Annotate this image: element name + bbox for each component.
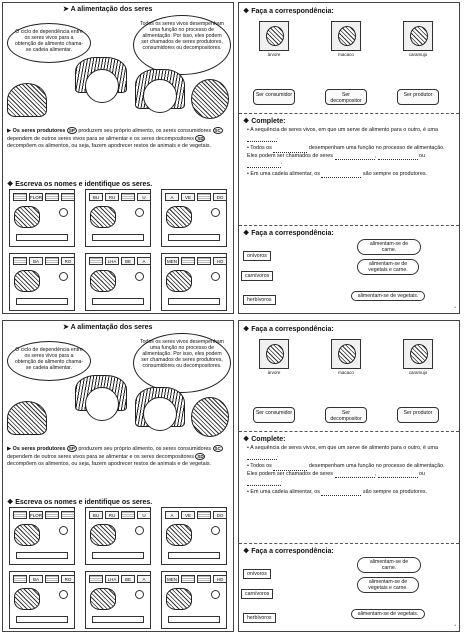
sp-badge: SP — [68, 446, 75, 451]
exercise-card — [85, 189, 151, 247]
exercise-card — [161, 571, 227, 629]
syllable-tile — [13, 511, 27, 519]
answer-box[interactable] — [168, 552, 220, 559]
icon-drawing — [266, 26, 284, 46]
syllable-tile: HO — [213, 257, 227, 265]
blank-1[interactable] — [247, 454, 277, 460]
syllable-tile: A — [137, 575, 151, 583]
syllable-tile — [13, 193, 27, 201]
divider-1 — [239, 431, 459, 432]
left-panel — [2, 2, 234, 314]
section-title-alimentacao: ➤ A alimentação dos seres — [63, 6, 153, 13]
complete-item-3: • Em uma cadeia alimentar, os são sempre os produtores. — [247, 488, 428, 495]
page-mark: ⁴ — [454, 623, 456, 628]
alimentacao-title-text: A alimentação dos seres — [70, 324, 153, 331]
classification-circle[interactable] — [59, 526, 68, 535]
bullet-arrow: ▶ — [7, 446, 13, 452]
syllable-tile — [89, 257, 103, 265]
exercise-card — [161, 189, 227, 247]
comic-illustration — [5, 13, 233, 121]
exercise-card — [85, 253, 151, 311]
classification-circle[interactable] — [59, 208, 68, 217]
correspondence-title-1: ❖ Faça a correspondência: — [243, 8, 334, 15]
blank-6[interactable] — [321, 172, 361, 178]
text-part-3: dependem de outros seres vivos para se alimentar e os seres decompositores — [7, 454, 194, 460]
syllable-tiles — [89, 257, 151, 265]
card-picture — [166, 588, 192, 610]
syllable-tiles — [89, 193, 151, 201]
right-panel — [238, 320, 460, 632]
answer-box[interactable] — [16, 234, 68, 241]
complete-3b-text: são sempre os produtores. — [362, 488, 428, 495]
card-picture — [90, 588, 116, 610]
syllable-tile — [197, 257, 211, 265]
syllable-tile — [197, 193, 211, 201]
exercise-card — [9, 571, 75, 629]
complete-2a-text: Todos os — [250, 145, 272, 151]
text-part-2: produzem seu próprio alimento, os seres consumidores — [78, 128, 212, 134]
classification-circle[interactable] — [211, 526, 220, 535]
complete-1-text: A sequência de seres vivos, em que um serve de alimento para o outro, é uma — [250, 127, 438, 133]
exercise-card — [9, 189, 75, 247]
complete-2c-text: ou — [419, 470, 425, 477]
text-part-3: dependem de outros seres vivos para se alimentar e os seres decompositores — [7, 136, 194, 142]
classification-circle[interactable] — [135, 590, 144, 599]
syllable-tile: FLOR — [30, 195, 43, 200]
correspondence-title-2-text: Faça a correspondência: — [251, 230, 334, 237]
syllable-tiles — [89, 511, 151, 519]
speech-bubble-left: O ciclo de dependência entre os seres vivos para a obtenção de alimento chama-se cadeia alimentar. — [7, 23, 91, 63]
speech-bubble-right: Todos os seres vivos desempenham uma função no processo de alimentação. Por isso, eles podem ser chamados de seres produtores, consumidores ou decompositores. — [133, 333, 231, 393]
icon-drawing — [338, 344, 356, 364]
exercise-title: ❖ Escreva os nomes e identifique os seres. — [7, 499, 153, 506]
answer-box[interactable] — [92, 552, 144, 559]
complete-exercise — [247, 127, 455, 181]
classification-circle[interactable] — [59, 590, 68, 599]
classification-circle[interactable] — [211, 208, 220, 217]
syllable-tile: U — [137, 511, 151, 519]
ser-option[interactable]: Ser consumidor — [253, 407, 295, 423]
diet-term[interactable]: onívoros — [243, 251, 271, 261]
text-part-4: decompõem os alimentos, ou seja, fazem apodrecer restos de animais e de vegetais. — [7, 143, 212, 149]
tree-drawing — [191, 397, 229, 437]
exercise-title-text: Escreva os nomes e identifique os seres. — [15, 181, 153, 188]
icon-drawing — [338, 26, 356, 46]
syllable-tiles — [13, 575, 75, 583]
frog-drawing — [7, 401, 47, 435]
complete-2a-text: Todos os — [250, 463, 272, 469]
diet-description[interactable]: alimentam-se de vegetais. — [351, 609, 425, 619]
diet-description[interactable]: alimentam-se de vegetais e carne. — [357, 577, 419, 593]
icon-drawing — [410, 26, 428, 46]
diet-term[interactable]: onívoros — [243, 569, 271, 579]
icon-drawing — [410, 344, 428, 364]
syllable-tile: BE — [121, 257, 135, 265]
monkey-icon — [331, 21, 361, 51]
answer-box[interactable] — [16, 298, 68, 305]
boy-face — [143, 79, 177, 113]
classification-circle[interactable] — [59, 272, 68, 281]
syllable-tile: BA — [29, 257, 43, 265]
syllable-tile — [181, 257, 195, 265]
correspondence-title-2: ❖ Faça a correspondência: — [243, 548, 334, 555]
diet-description[interactable]: alimentam-se de vegetais. — [351, 291, 425, 301]
answer-box[interactable] — [16, 616, 68, 623]
syllable-tile: BA — [29, 575, 43, 583]
complete-item-2: • Todos os desempenham uma função no processo de alimentação. Eles podem ser chamados de seres , ou . — [247, 463, 445, 484]
explanation-text — [7, 445, 231, 468]
correspondence-title-1: ❖ Faça a correspondência: — [243, 326, 334, 333]
worksheet-top — [0, 0, 465, 318]
complete-item-2: • Todos os desempenham uma função no processo de alimentação. Eles podem ser chamados de seres , ou . — [247, 145, 445, 166]
card-picture — [90, 270, 116, 292]
sp-badge: SP — [68, 128, 75, 133]
exercise-card — [85, 571, 151, 629]
classification-circle[interactable] — [211, 590, 220, 599]
syllable-tile: BU — [89, 511, 103, 519]
answer-box[interactable] — [168, 616, 220, 623]
exercise-grid — [9, 189, 229, 313]
exercise-card — [161, 507, 227, 565]
syllable-tiles — [89, 575, 151, 583]
complete-2c-text: ou — [419, 152, 425, 159]
text-part-4: decompõem os alimentos, ou seja, fazem apodrecer restos de animais e de vegetais. — [7, 461, 212, 467]
text-producers: Os seres produtores — [12, 128, 66, 134]
card-picture — [14, 206, 40, 228]
syllable-tile: A — [165, 511, 179, 519]
card-picture — [90, 206, 116, 228]
icon-label: caramujo — [408, 370, 428, 375]
syllable-tile: DO — [213, 511, 227, 519]
syllable-tile: BU — [89, 193, 103, 201]
complete-exercise — [247, 445, 455, 499]
blank-4[interactable] — [378, 472, 418, 478]
blank-5[interactable] — [247, 162, 281, 168]
ser-option[interactable]: Ser decompositor — [325, 407, 367, 423]
blank-3[interactable] — [335, 154, 375, 160]
girl-face — [85, 69, 119, 103]
syllable-tile — [89, 575, 103, 583]
exercise-card — [161, 253, 227, 311]
bullet-arrow: ▶ — [7, 128, 13, 134]
girl-face — [85, 387, 119, 421]
icon-label: macaco — [338, 52, 354, 57]
complete-item-1: • A sequência de seres vivos, em que um serve de alimento para o outro, é uma . — [247, 445, 438, 459]
answer-box[interactable] — [168, 234, 220, 241]
syllable-tile: MEN — [167, 259, 177, 264]
sd-badge: SD — [197, 454, 204, 459]
syllable-tile — [181, 575, 195, 583]
snail-icon — [403, 21, 433, 51]
diet-term[interactable]: carnívoros — [241, 271, 273, 281]
complete-title-text: Complete: — [251, 118, 286, 125]
answer-box[interactable] — [168, 298, 220, 305]
syllable-tiles — [165, 575, 227, 583]
sc-badge: SC — [214, 446, 221, 451]
right-panel — [238, 2, 460, 314]
diet-description[interactable]: alimentam-se de vegetais e carne. — [357, 259, 419, 275]
syllable-tile: RU — [105, 511, 119, 519]
blank-1[interactable] — [247, 136, 277, 142]
classification-circle[interactable] — [135, 526, 144, 535]
answer-box[interactable] — [16, 552, 68, 559]
correspondence-title-2: ❖ Faça a correspondência: — [243, 230, 334, 237]
blank-5[interactable] — [247, 480, 281, 486]
icon-label: caramujo — [408, 52, 428, 57]
section-title-alimentacao: ➤ A alimentação dos seres — [63, 324, 153, 331]
exercise-title: ❖ Escreva os nomes e identifique os seres. — [7, 181, 153, 188]
syllable-tiles — [13, 511, 75, 519]
icon-drawing — [266, 344, 284, 364]
complete-2b-text: desempenham uma função no processo de alimentação. Eles podem ser chamados de seres — [247, 145, 445, 159]
ser-option[interactable]: Ser consumidor — [253, 89, 295, 105]
classification-circle[interactable] — [135, 208, 144, 217]
card-picture — [14, 588, 40, 610]
text-part-2: produzem seu próprio alimento, os seres consumidores — [78, 446, 212, 452]
monkey-icon — [331, 339, 361, 369]
boy-face — [143, 397, 177, 431]
card-picture — [14, 524, 40, 546]
diet-term[interactable]: herbívoros — [243, 613, 276, 623]
syllable-tiles — [13, 193, 75, 201]
answer-box[interactable] — [92, 234, 144, 241]
page-mark: ⁴ — [454, 305, 456, 310]
complete-3b-text: são sempre os produtores. — [362, 170, 428, 177]
exercise-grid — [9, 507, 229, 631]
syllable-tiles — [13, 257, 75, 265]
complete-title: ❖ Complete: — [243, 436, 286, 443]
syllable-tile: LHA — [105, 257, 119, 265]
explanation-text — [7, 127, 231, 150]
exercise-card — [9, 507, 75, 565]
worksheet-bottom — [0, 318, 465, 636]
answer-box[interactable] — [92, 616, 144, 623]
snail-icon — [403, 339, 433, 369]
complete-item-3: • Em uma cadeia alimentar, os são sempre os produtores. — [247, 170, 428, 177]
card-picture — [166, 270, 192, 292]
tree-icon — [259, 21, 289, 51]
diet-term[interactable]: carnívoros — [241, 589, 273, 599]
syllable-tile — [61, 193, 75, 201]
exercise-card — [85, 507, 151, 565]
syllable-tile: RO — [61, 575, 75, 583]
complete-title: ❖ Complete: — [243, 118, 286, 125]
syllable-tile — [45, 193, 59, 201]
text-producers: Os seres produtores — [12, 446, 66, 452]
syllable-tile: A — [137, 257, 151, 265]
correspondence-title-1-text: Faça a correspondência: — [251, 326, 334, 333]
syllable-tile — [61, 511, 75, 519]
divider-1 — [239, 113, 459, 114]
divider-2 — [239, 225, 459, 226]
syllable-tile — [45, 257, 59, 265]
card-picture — [14, 270, 40, 292]
exercise-card — [9, 253, 75, 311]
ser-option[interactable]: Ser decompositor — [325, 89, 367, 105]
frog-drawing — [7, 83, 47, 117]
classification-circle[interactable] — [211, 272, 220, 281]
correspondence-title-1-text: Faça a correspondência: — [251, 8, 334, 15]
syllable-tile: FLOR — [30, 513, 43, 518]
complete-1-text: A sequência de seres vivos, em que um serve de alimento para o outro, é uma — [250, 445, 438, 451]
syllable-tile — [13, 257, 27, 265]
icon-label: árvore — [267, 52, 281, 57]
exercise-title-text: Escreva os nomes e identifique os seres. — [15, 499, 153, 506]
syllable-tile: BE — [121, 575, 135, 583]
classification-circle[interactable] — [135, 272, 144, 281]
divider-2 — [239, 543, 459, 544]
syllable-tile — [121, 193, 135, 201]
tree-icon — [259, 339, 289, 369]
card-picture — [166, 206, 192, 228]
tree-drawing — [191, 79, 229, 119]
answer-box[interactable] — [92, 298, 144, 305]
diet-description[interactable]: alimentam-se de carne. — [357, 557, 421, 573]
syllable-tile: A — [165, 193, 179, 201]
card-picture — [90, 524, 116, 546]
syllable-tile — [197, 575, 211, 583]
syllable-tile: VE — [181, 193, 195, 201]
complete-item-1: • A sequência de seres vivos, em que um serve de alimento para o outro, é uma . — [247, 127, 438, 141]
icon-label: macaco — [338, 370, 354, 375]
alimentacao-title-text: A alimentação dos seres — [70, 6, 153, 13]
speech-bubble-right: Todos os seres vivos desempenham uma função no processo de alimentação. Por isso, eles podem ser chamados de seres produtores, consumidores ou decompositores. — [133, 15, 231, 75]
syllable-tile — [121, 511, 135, 519]
sc-badge: SC — [214, 128, 221, 133]
syllable-tile: DO — [213, 193, 227, 201]
syllable-tile — [13, 575, 27, 583]
syllable-tile: LHA — [105, 575, 119, 583]
comic-illustration — [5, 331, 233, 439]
syllable-tiles — [165, 511, 227, 519]
syllable-tile: RU — [105, 193, 119, 201]
complete-3a-text: Em uma cadeia alimentar, os — [250, 170, 320, 177]
complete-title-text: Complete: — [251, 436, 286, 443]
syllable-tile: VE — [181, 511, 195, 519]
syllable-tile — [197, 511, 211, 519]
correspondence-title-2-text: Faça a correspondência: — [251, 548, 334, 555]
syllable-tile — [45, 511, 59, 519]
ser-option[interactable]: Ser produtor — [397, 89, 439, 105]
complete-2b-text: desempenham uma função no processo de alimentação. Eles podem ser chamados de seres — [247, 463, 445, 477]
syllable-tile: HO — [213, 575, 227, 583]
blank-4[interactable] — [378, 154, 418, 160]
syllable-tiles — [165, 193, 227, 201]
diet-description[interactable]: alimentam-se de carne. — [357, 239, 421, 255]
syllable-tile: MEN — [167, 577, 177, 582]
ser-option[interactable]: Ser produtor — [397, 407, 439, 423]
speech-bubble-left: O ciclo de dependência entre os seres vivos para a obtenção de alimento chama-se cadeia alimentar. — [7, 341, 91, 381]
icon-label: árvore — [267, 370, 281, 375]
left-panel — [2, 320, 234, 632]
diet-term[interactable]: herbívoros — [243, 295, 276, 305]
complete-3a-text: Em uma cadeia alimentar, os — [250, 488, 320, 495]
syllable-tile: RO — [61, 257, 75, 265]
syllable-tile: U — [137, 193, 151, 201]
card-picture — [166, 524, 192, 546]
syllable-tiles — [165, 257, 227, 265]
blank-3[interactable] — [335, 472, 375, 478]
blank-6[interactable] — [321, 490, 361, 496]
sd-badge: SD — [197, 136, 204, 141]
syllable-tile — [45, 575, 59, 583]
